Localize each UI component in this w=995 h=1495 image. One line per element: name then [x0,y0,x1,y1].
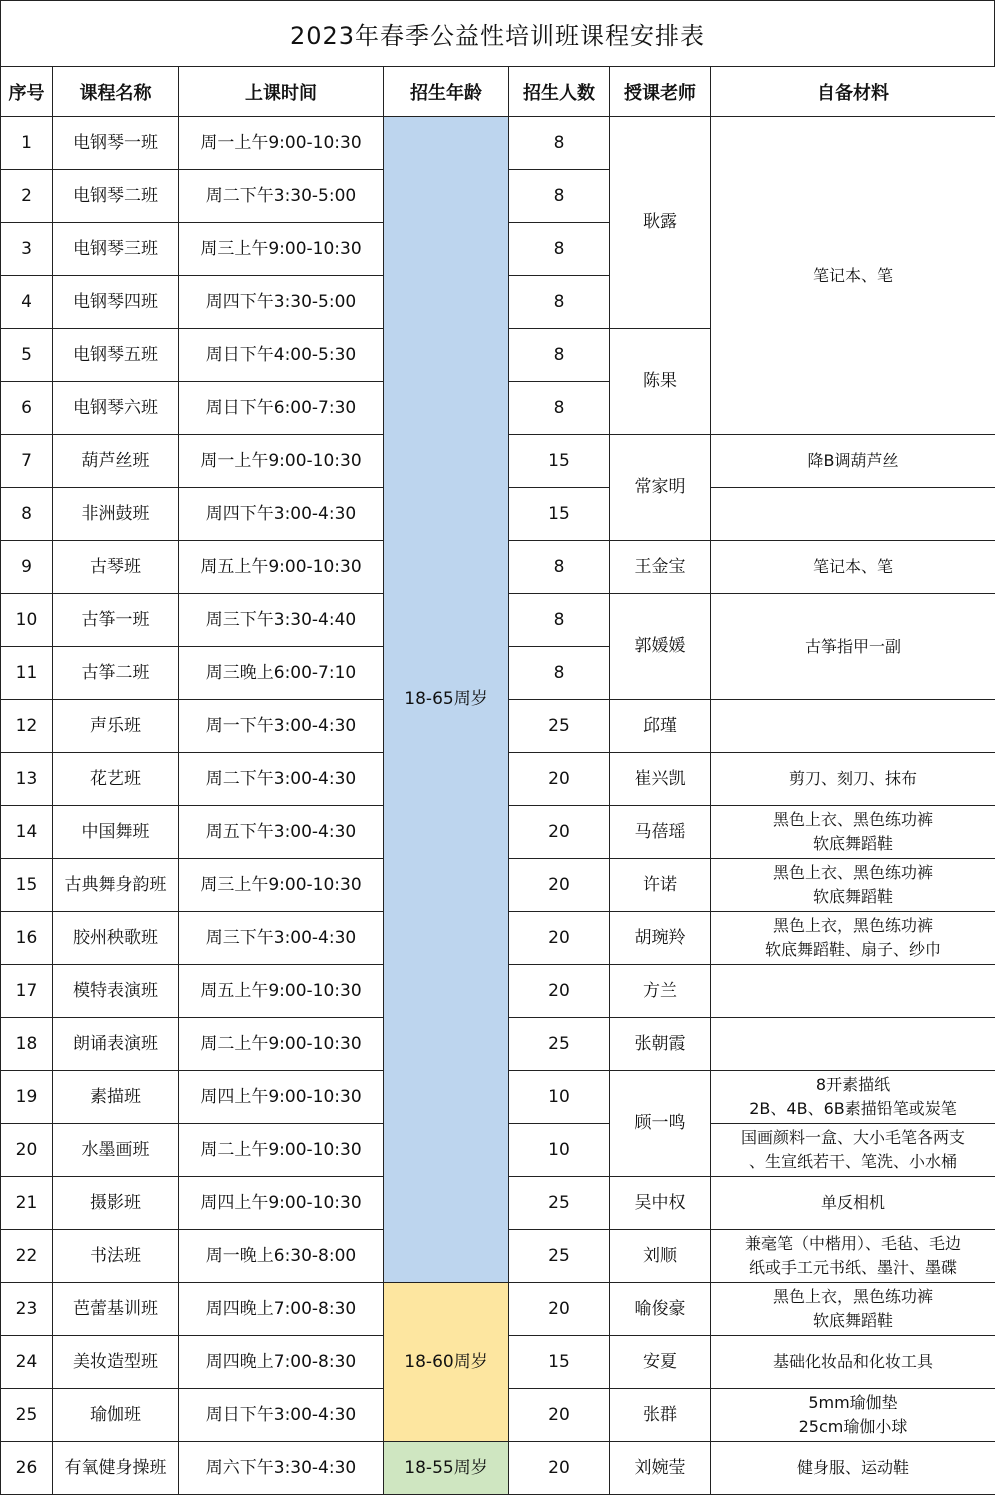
cell-teacher: 王金宝 [610,541,711,594]
cell-count: 8 [509,223,610,276]
cell-no: 18 [1,1018,53,1071]
cell-materials: 剪刀、刻刀、抹布 [711,753,995,806]
materials-line: 2B、4B、6B素描铅笔或炭笔 [711,1097,995,1121]
cell-no: 23 [1,1283,53,1336]
cell-course: 电钢琴二班 [53,170,179,223]
cell-no: 2 [1,170,53,223]
cell-count: 25 [509,1177,610,1230]
materials-line: 兼毫笔（中楷用）、毛毡、毛边 [711,1232,995,1256]
header-count: 招生人数 [509,67,610,117]
cell-course: 电钢琴四班 [53,276,179,329]
cell-count: 15 [509,1336,610,1389]
cell-time: 周四上午9:00-10:30 [179,1177,384,1230]
cell-materials-empty [711,1018,995,1071]
cell-no: 11 [1,647,53,700]
cell-age-group3: 18-55周岁 [384,1442,509,1495]
cell-course: 古筝二班 [53,647,179,700]
cell-course: 电钢琴五班 [53,329,179,382]
cell-course: 摄影班 [53,1177,179,1230]
cell-count: 20 [509,859,610,912]
cell-materials: 基础化妆品和化妆工具 [711,1336,995,1389]
header-materials: 自备材料 [711,67,995,117]
cell-teacher: 崔兴凯 [610,753,711,806]
materials-line: 、生宣纸若干、笔洗、小水桶 [711,1150,995,1174]
cell-count: 8 [509,329,610,382]
cell-no: 12 [1,700,53,753]
cell-teacher: 郭媛媛 [610,594,711,700]
cell-time: 周四上午9:00-10:30 [179,1071,384,1124]
cell-time: 周四下午3:30-5:00 [179,276,384,329]
cell-teacher: 常家明 [610,435,711,541]
materials-line: 5mm瑜伽垫 [711,1391,995,1415]
cell-time: 周五上午9:00-10:30 [179,541,384,594]
cell-time: 周一上午9:00-10:30 [179,117,384,170]
cell-time: 周三晚上6:00-7:10 [179,647,384,700]
cell-count: 25 [509,1230,610,1283]
cell-no: 17 [1,965,53,1018]
cell-no: 25 [1,1389,53,1442]
cell-materials [711,1071,995,1124]
materials-line: 软底舞蹈鞋 [711,1309,995,1333]
cell-time: 周六下午3:30-4:30 [179,1442,384,1495]
header-age: 招生年龄 [384,67,509,117]
cell-time: 周一晚上6:30-8:00 [179,1230,384,1283]
cell-count: 20 [509,806,610,859]
cell-time: 周三下午3:30-4:40 [179,594,384,647]
cell-course: 花艺班 [53,753,179,806]
cell-materials: 单反相机 [711,1177,995,1230]
materials-line: 25cm瑜伽小球 [711,1415,995,1439]
cell-course: 声乐班 [53,700,179,753]
cell-no: 20 [1,1124,53,1177]
cell-materials: 笔记本、笔 [711,117,995,435]
cell-no: 1 [1,117,53,170]
cell-no: 21 [1,1177,53,1230]
header-time: 上课时间 [179,67,384,117]
header-teacher: 授课老师 [610,67,711,117]
cell-count: 10 [509,1071,610,1124]
cell-course: 电钢琴六班 [53,382,179,435]
cell-no: 4 [1,276,53,329]
cell-teacher: 邱瑾 [610,700,711,753]
cell-count: 8 [509,170,610,223]
materials-line: 黑色上衣、黑色练功裤 [711,808,995,832]
cell-teacher: 张群 [610,1389,711,1442]
schedule-table [0,66,995,1495]
cell-time: 周四下午3:00-4:30 [179,488,384,541]
cell-course: 美妆造型班 [53,1336,179,1389]
cell-count: 8 [509,276,610,329]
cell-count: 8 [509,647,610,700]
cell-course: 古筝一班 [53,594,179,647]
cell-course: 中国舞班 [53,806,179,859]
cell-no: 14 [1,806,53,859]
cell-teacher: 陈果 [610,329,711,435]
cell-count: 20 [509,1442,610,1495]
cell-time: 周三上午9:00-10:30 [179,223,384,276]
materials-line: 黑色上衣、黑色练功裤 [711,861,995,885]
cell-teacher: 胡琬羚 [610,912,711,965]
cell-no: 7 [1,435,53,488]
cell-no: 3 [1,223,53,276]
cell-time: 周日下午6:00-7:30 [179,382,384,435]
cell-course: 电钢琴三班 [53,223,179,276]
cell-teacher: 马蓓瑶 [610,806,711,859]
materials-line: 黑色上衣，黑色练功裤 [711,914,995,938]
cell-course: 古琴班 [53,541,179,594]
page-title: 2023年春季公益性培训班课程安排表 [0,0,995,66]
cell-course: 有氧健身操班 [53,1442,179,1495]
materials-line: 纸或手工元书纸、墨汁、墨碟 [711,1256,995,1280]
cell-age-group2: 18-60周岁 [384,1283,509,1442]
cell-no: 8 [1,488,53,541]
cell-course: 胶州秧歌班 [53,912,179,965]
cell-course: 古典舞身韵班 [53,859,179,912]
cell-no: 19 [1,1071,53,1124]
cell-course: 瑜伽班 [53,1389,179,1442]
cell-time: 周日下午3:00-4:30 [179,1389,384,1442]
cell-materials [711,1124,995,1177]
cell-materials: 健身服、运动鞋 [711,1442,995,1495]
cell-materials [711,859,995,912]
cell-materials-empty [711,700,995,753]
cell-teacher: 张朝霞 [610,1018,711,1071]
cell-no: 24 [1,1336,53,1389]
header-no: 序号 [1,67,53,117]
cell-time: 周三下午3:00-4:30 [179,912,384,965]
cell-no: 22 [1,1230,53,1283]
cell-course: 葫芦丝班 [53,435,179,488]
cell-time: 周二上午9:00-10:30 [179,1018,384,1071]
cell-course: 模特表演班 [53,965,179,1018]
cell-time: 周四晚上7:00-8:30 [179,1336,384,1389]
cell-no: 13 [1,753,53,806]
cell-materials [711,1230,995,1283]
cell-count: 8 [509,117,610,170]
cell-teacher: 耿露 [610,117,711,329]
cell-no: 9 [1,541,53,594]
materials-line: 软底舞蹈鞋、扇子、纱巾 [711,938,995,962]
cell-course: 芭蕾基训班 [53,1283,179,1336]
cell-teacher: 许诺 [610,859,711,912]
cell-no: 15 [1,859,53,912]
cell-materials-empty [711,488,995,541]
cell-teacher: 刘婉莹 [610,1442,711,1495]
cell-count: 20 [509,965,610,1018]
cell-time: 周一上午9:00-10:30 [179,435,384,488]
table-row [1,1283,995,1336]
cell-materials [711,912,995,965]
cell-count: 8 [509,541,610,594]
materials-line: 软底舞蹈鞋 [711,885,995,909]
cell-no: 16 [1,912,53,965]
cell-time: 周日下午4:00-5:30 [179,329,384,382]
cell-course: 素描班 [53,1071,179,1124]
cell-count: 20 [509,1389,610,1442]
materials-line: 8开素描纸 [711,1073,995,1097]
cell-teacher: 喻俊豪 [610,1283,711,1336]
cell-count: 20 [509,753,610,806]
cell-time: 周五上午9:00-10:30 [179,965,384,1018]
cell-materials [711,806,995,859]
cell-count: 20 [509,912,610,965]
materials-line: 国画颜料一盒、大小毛笔各两支 [711,1126,995,1150]
cell-count: 8 [509,594,610,647]
cell-time: 周五下午3:00-4:30 [179,806,384,859]
table-row [1,1442,995,1495]
cell-materials: 笔记本、笔 [711,541,995,594]
cell-teacher: 吴中权 [610,1177,711,1230]
cell-count: 20 [509,1283,610,1336]
cell-teacher: 刘顺 [610,1230,711,1283]
header-course: 课程名称 [53,67,179,117]
cell-age-group1: 18-65周岁 [384,117,509,1283]
cell-teacher: 顾一鸣 [610,1071,711,1177]
cell-no: 10 [1,594,53,647]
cell-materials: 古筝指甲一副 [711,594,995,700]
cell-time: 周四晚上7:00-8:30 [179,1283,384,1336]
header-row [1,67,995,117]
cell-materials: 降B调葫芦丝 [711,435,995,488]
cell-time: 周二下午3:00-4:30 [179,753,384,806]
cell-course: 朗诵表演班 [53,1018,179,1071]
cell-time: 周二上午9:00-10:30 [179,1124,384,1177]
cell-count: 10 [509,1124,610,1177]
materials-line: 黑色上衣，黑色练功裤 [711,1285,995,1309]
cell-no: 6 [1,382,53,435]
cell-count: 15 [509,435,610,488]
cell-no: 5 [1,329,53,382]
cell-course: 水墨画班 [53,1124,179,1177]
cell-time: 周三上午9:00-10:30 [179,859,384,912]
cell-materials [711,1283,995,1336]
cell-time: 周二下午3:30-5:00 [179,170,384,223]
cell-count: 15 [509,488,610,541]
cell-course: 电钢琴一班 [53,117,179,170]
cell-materials [711,1389,995,1442]
cell-time: 周一下午3:00-4:30 [179,700,384,753]
table-row [1,117,995,170]
cell-count: 25 [509,1018,610,1071]
materials-line: 软底舞蹈鞋 [711,832,995,856]
cell-materials-empty [711,965,995,1018]
cell-count: 25 [509,700,610,753]
cell-course: 书法班 [53,1230,179,1283]
cell-count: 8 [509,382,610,435]
cell-no: 26 [1,1442,53,1495]
cell-teacher: 方兰 [610,965,711,1018]
cell-teacher: 安夏 [610,1336,711,1389]
cell-course: 非洲鼓班 [53,488,179,541]
